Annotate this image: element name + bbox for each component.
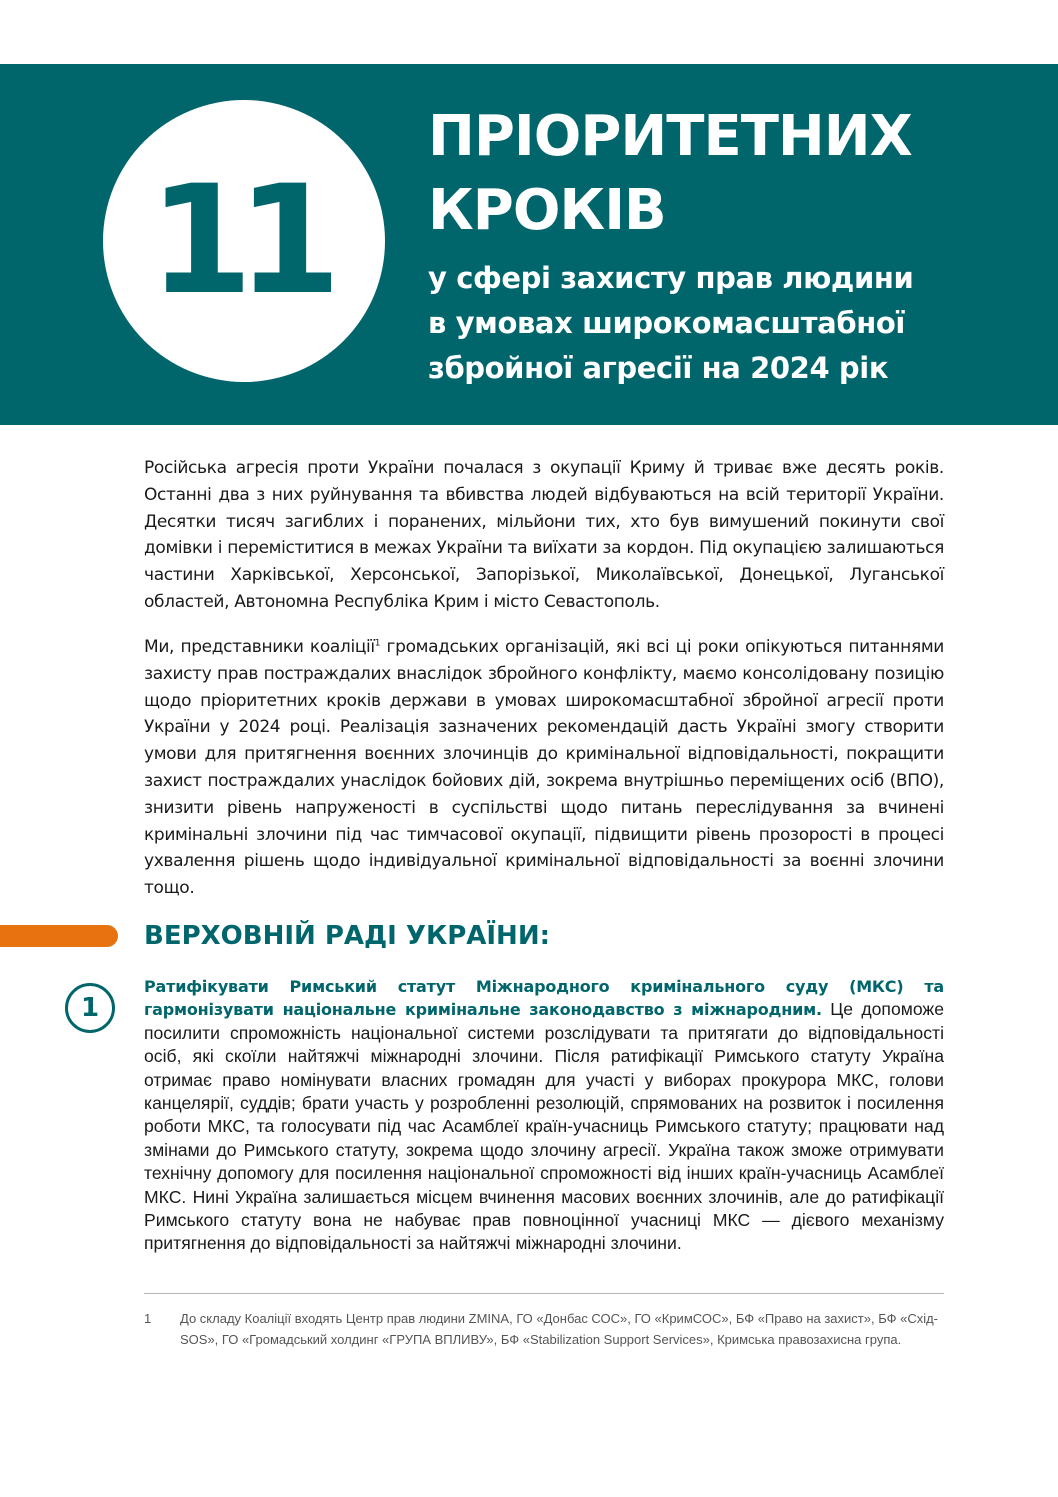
step-number-badge xyxy=(65,983,115,1033)
subtitle-line: у сфері захисту прав людини xyxy=(428,261,914,295)
paragraph-text: громадських організацій, які всі ці роки опікуються питаннями захисту прав постраждалих внаслідок збройного конфлікту, маємо консолідовану позицію щодо пріоритетних кроків держави в умовах широкомасштабної збройної агресії проти України у 2024 році. Реалізація зазначених рекомендацій дасть Україні змогу створити умови для притягнення воєнних злочинців до кримінальної відповідальності, покращити захист постраждалих унаслідок бойових дій, зокрема внутрішньо переміщених осіб (ВПО), знизити рівень напруженості в суспільстві щодо питань переслідування за вчинені кримінальні злочини під час тимчасової окупації, підвищити рівень прозорості в процесі ухвалення рішень щодо індивідуальної кримінальної відповідальності за воєнні злочини тощо. xyxy=(144,637,944,899)
footnote-text: До складу Коаліції входять Центр прав людини ZMINA, ГО «Донбас СОС», ГО «КримСОС», БФ «Право на захист», БФ «Схід-SOS», ГО «Громадський холдинг «ГРУПА ВПЛИВУ», БФ «Stabilization Support Services», Кримська правозахисна група. xyxy=(180,1311,939,1347)
step-number: 1 xyxy=(80,993,100,1023)
intro-paragraph-2 xyxy=(144,634,944,902)
footnote-number: 1 xyxy=(144,1311,152,1326)
number-circle xyxy=(103,100,385,382)
title-line: КРОКІВ xyxy=(428,178,666,243)
big-number: 11 xyxy=(148,154,326,328)
step-text xyxy=(144,975,944,1256)
title-line: ПРІОРИТЕТНИХ xyxy=(428,104,912,169)
subtitle-line: збройної агресії на 2024 рік xyxy=(428,351,889,385)
footnote-ref[interactable]: 1 xyxy=(374,638,381,649)
intro-paragraph-1: Російська агресія проти України почалася з окупації Криму й триває вже десять років. Останні два з них руйнування та вбивства людей відбуваються на всій території України. Десятки тисяч загиблих і поранених, мільйони тих, хто був вимушений покинути свої домівки і переміститися в межах України та виїхати за кордон. Під окупацією залишаються частини Харківської, Херсонської, Запорізької, Миколаївської, Донецької, Луганської областей, Автономна Республіка Крим і місто Севастополь. xyxy=(144,458,944,612)
section-accent-bar xyxy=(0,925,118,947)
page-subtitle xyxy=(428,256,913,391)
subtitle-line: в умовах широкомасштабної xyxy=(428,306,905,340)
paragraph-text: Ми, представники коаліції xyxy=(144,637,375,657)
footnote xyxy=(144,1308,944,1350)
section-heading: ВЕРХОВНІЙ РАДІ УКРАЇНИ: xyxy=(144,921,550,951)
footnote-divider xyxy=(144,1293,944,1294)
step-lead: Ратифікувати Римський статут Міжнародного кримінального суду (МКС) та гармонізувати національне кримінальне законодавство з міжнародним. xyxy=(144,977,944,1020)
step-body: Це допоможе посилити спроможність національної системи розслідувати та притягати до відповідальності осіб, які скоїли найтяжчі міжнародні злочини. Після ратифікації Римського статуту Україна отримає право номінувати власних громадян для участі у виборах прокурора МКС, голови канцелярії, суддів; брати участь у розробленні резолюцій, спрямованих на розвиток і посилення роботи МКС, та голосувати під час Асамблеї країн-учасниць Римського статуту; працювати над змінами до Римського статуту, зокрема щодо злочину агресії. Україна також зможе отримувати технічну допомогу для посилення національної спроможності від інших країн-учасниць Асамблеї МКС. Нині Україна залишається місцем вчинення масових воєнних злочинів, але до ратифікації Римського статуту вона не набуває прав повноцінної учасниці МКС — дієвого механізму притягнення до відповідальності за найтяжчі міжнародні злочини. xyxy=(144,999,944,1254)
page-title xyxy=(428,100,912,248)
